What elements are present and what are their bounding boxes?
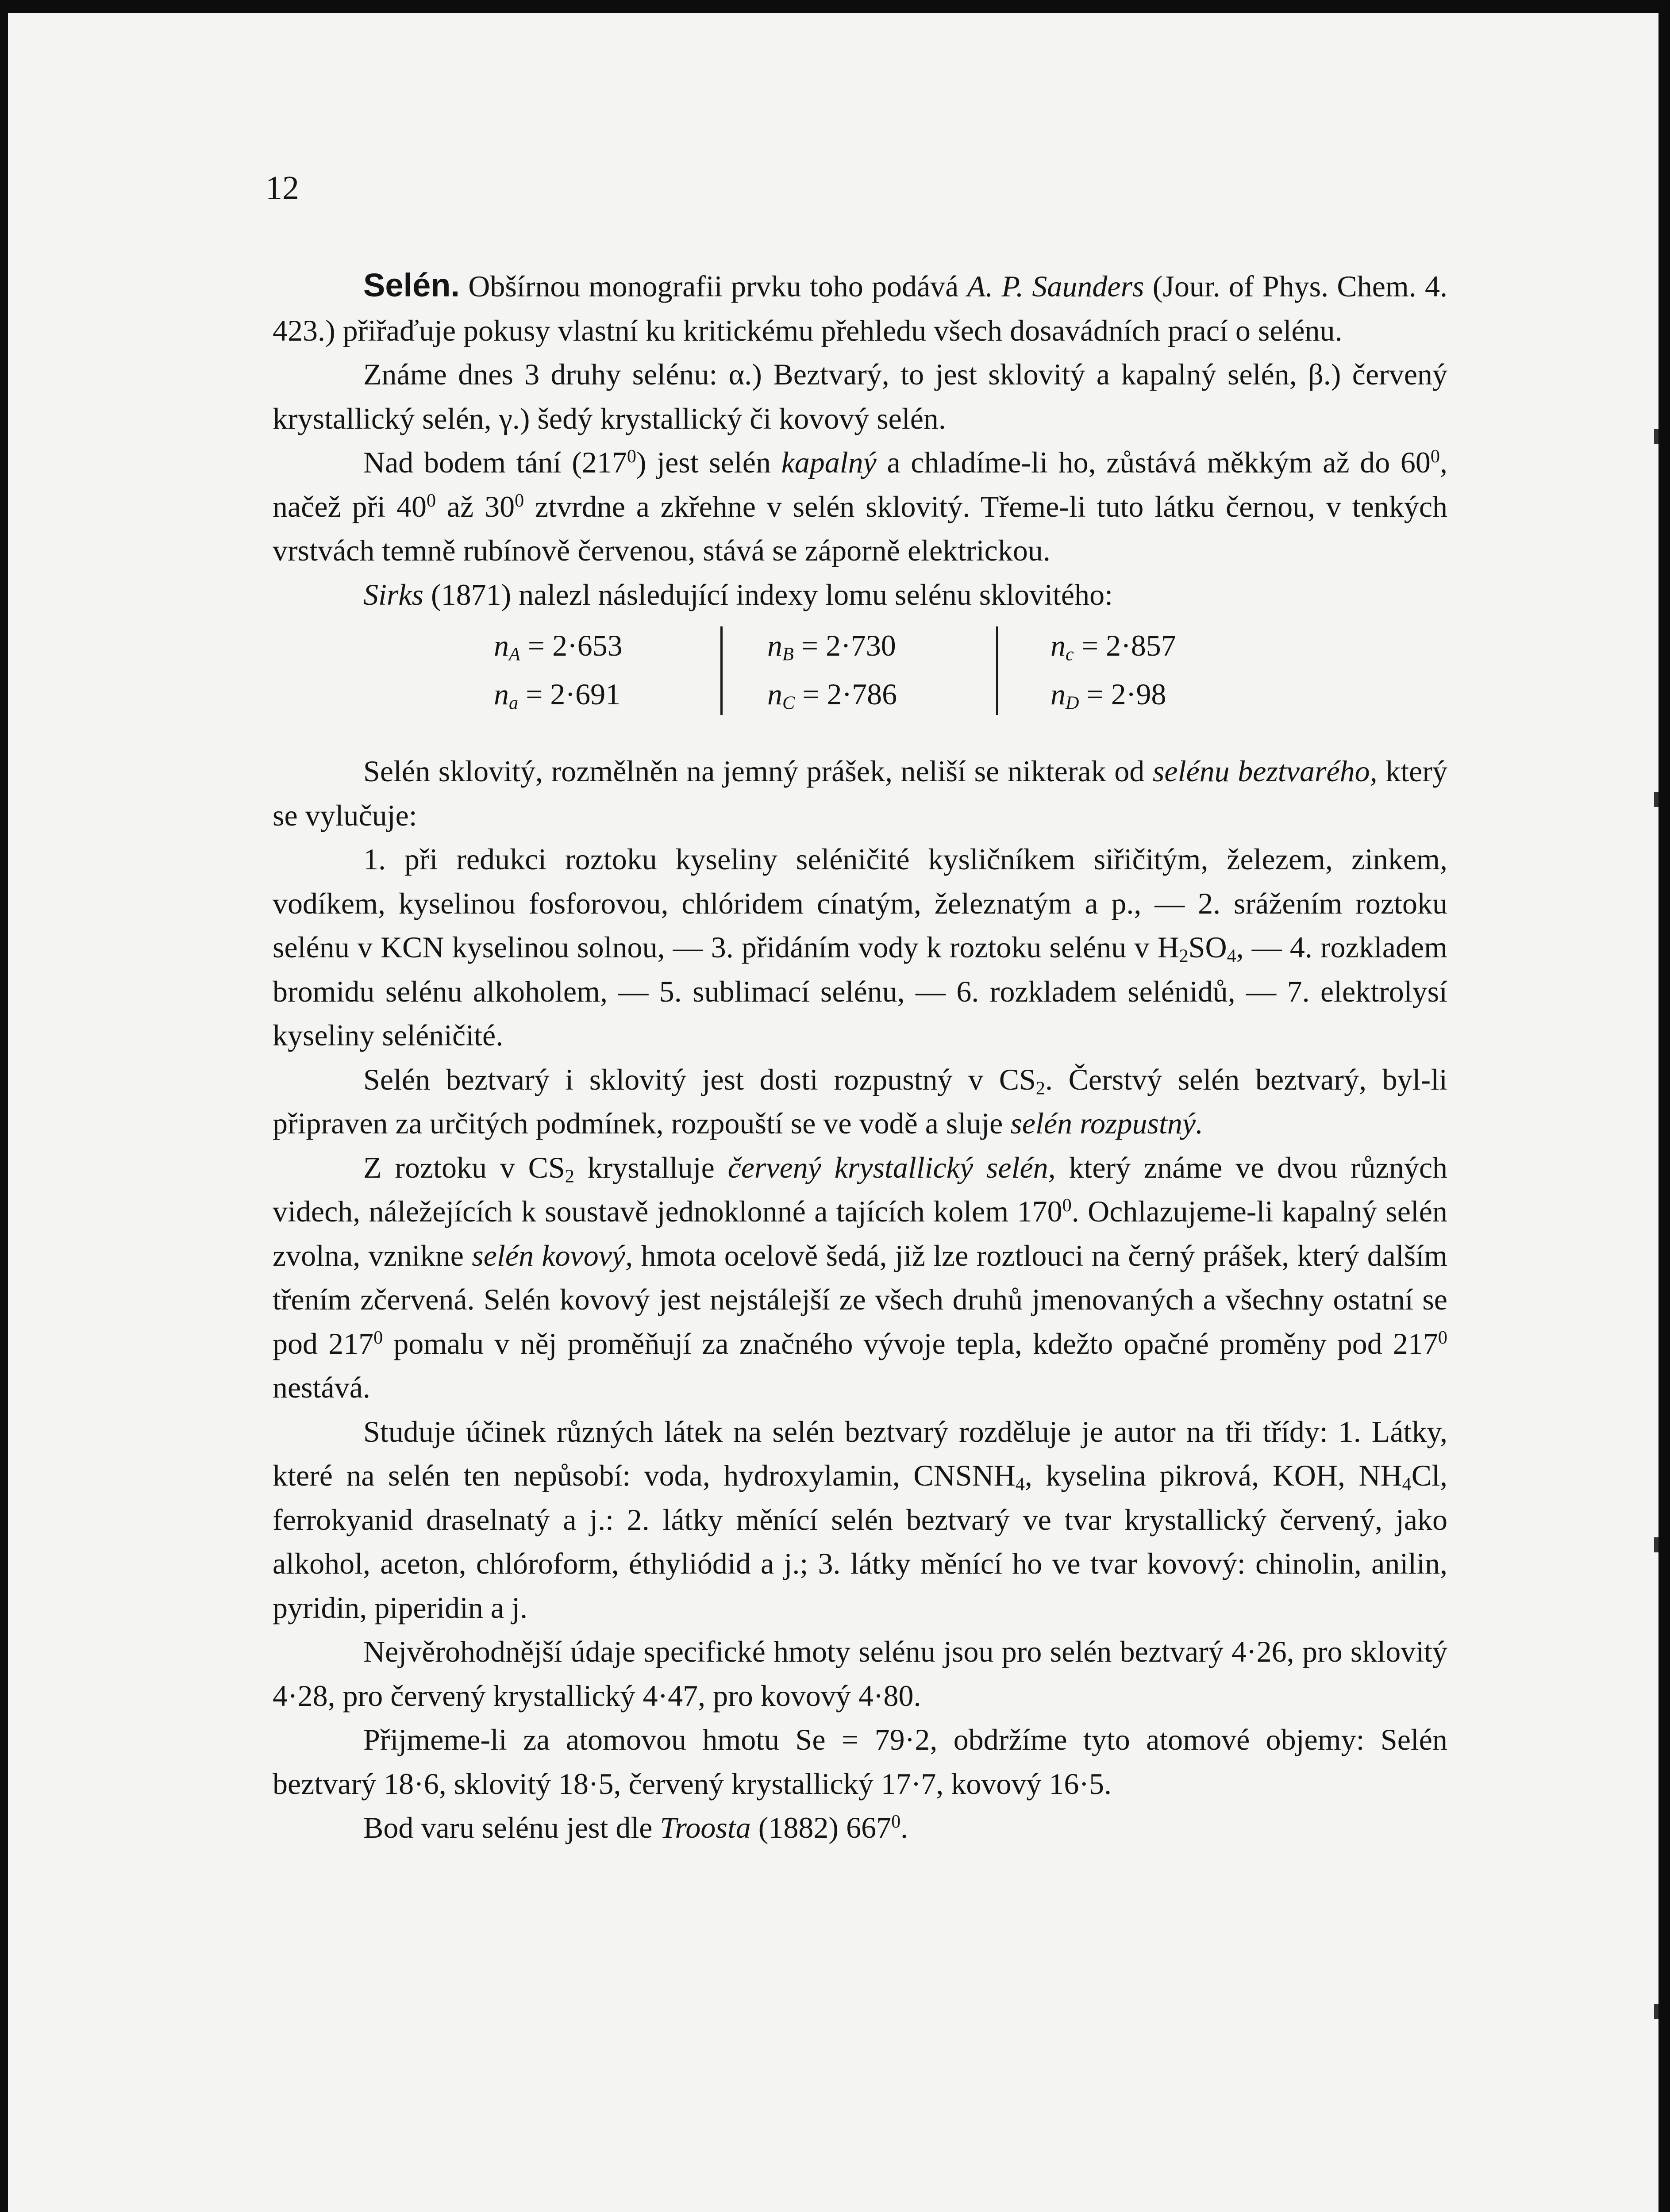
heading: Selén. (363, 267, 460, 303)
indices-column (1050, 621, 1272, 718)
paragraph-methods: 1. při redukci roztoku kyseliny seléničité kysličníkem siřičitým, železem, zinkem, vodíkem, kyselinou fosforovou, chlóridem cínatým, železnatým a p., — 2. srážením roztoku selénu v KCN kyselinou solnou, — 3. přidáním vody k roztoku selénu v $H_2SO_4$, — 4. rozkladem bromidu selénu alkoholem, — 5. sublimací selénu, — 6. rozkladem selénidů, — 7. elektrolysí kyseliny seléničité. (273, 842, 1447, 1052)
text-body (273, 263, 1447, 2210)
index-row: $n_B = 2\cdot 730$ (767, 629, 896, 665)
edge-shadow (1654, 1537, 1658, 1552)
author-name: Sirks (363, 577, 423, 611)
paragraph-types: Známe dnes 3 druhy selénu: α.) Beztvarý, to jest sklovitý a kapalný selén, β.) červený krystallický selén, γ.) šedý krystallický či kovový selén. (273, 357, 1447, 435)
paragraph-glassy: Selén sklovitý, rozmělněn na jemný prášek, neliší se nikterak od selénu beztvarého, který se vylučuje: (273, 754, 1447, 832)
paragraph-solubility: Selén beztvarý i sklovitý jest dosti rozpustný v $CS_2$. Čerstvý selén beztvarý, byl-li připraven za určitých podmínek, rozpouští se ve vodě a sluje selén rozpustný. (273, 1062, 1447, 1140)
paragraph-melting: Nad bodem tání $(217^0)$ jest selén kapalný a chladíme-li ho, zůstává měkkým až do $60^0$, načež při $40^0$ až $30^0$ ztvrdne a zkřehne v selén sklovitý. Třeme-li tuto látku černou, v tenkých vrstvách temně rubínově červenou, stává se záporně elektrickou. (273, 445, 1447, 567)
indices-column (494, 621, 715, 718)
column-divider (720, 626, 723, 715)
index-row: $n_a = 2\cdot 691$ (494, 677, 621, 714)
index-row: $n_D = 2\cdot 98$ (1050, 677, 1166, 714)
paragraph-intro: Selén. Obšírnou monografii prvku toho podává A. P. Saunders (Jour. of Phys. Chem. 4. 423.) přiřaďuje pokusy vlastní ku kritickému přehledu všech dosavádních prací o selénu. (273, 267, 1448, 347)
paragraph-boiling: Bod varu selénu jest dle Troosta (1882) $667^0$. (363, 1811, 908, 1844)
author-name: Troosta (660, 1811, 751, 1844)
paragraph-volumes: Přijmeme-li za atomovou hmotu Se = 79·2, obdržíme tyto atomové objemy: Selén beztvarý 18·6, sklovitý 18·5, červený krystallický 17·7, kovový 16·5. (273, 1723, 1447, 1801)
index-row: $n_C = 2\cdot 786$ (767, 677, 897, 714)
paragraph-effects: Studuje účinek různých látek na selén beztvarý rozděluje je autor na tři třídy: 1. Látky, které na selén ten nepůsobí: voda, hydroxylamin, $CNSNH_4$, kyselina pikrová, KOH, $NH_4Cl$, ferrokyanid draselnatý a j.: 2. látky měnící selén beztvarý ve tvar krystallický červený, jako alkohol, aceton, chlóroform, éthyliódid a j.; 3. látky měnící ho ve tvar kovový: chinolin, anilin, pyridin, piperidin a j. (273, 1414, 1447, 1624)
index-row: $n_c = 2\cdot 857$ (1050, 629, 1176, 665)
author-name: A. P. Saunders (967, 269, 1144, 303)
page-number: 12 (266, 169, 299, 207)
refraction-indices-table (273, 621, 1447, 718)
index-row: $n_A = 2\cdot 653$ (494, 629, 623, 665)
paragraph-density: Nejvěrohodnější údaje specifické hmoty selénu jsou pro selén beztvarý 4·26, pro sklovitý 4·28, pro červený krystallický 4·47, pro kovový 4·80. (273, 1635, 1447, 1713)
indices-column (767, 621, 989, 718)
edge-shadow (1654, 2004, 1658, 2019)
edge-shadow (1654, 429, 1658, 444)
page (8, 13, 1658, 2212)
paragraph-crystalline: Z roztoku v $CS_2$ krystalluje červený krystallický selén, který známe ve dvou různých videch, náležejících k soustavě jednoklonné a tajících kolem $170^0$. Ochlazujeme-li kapalný selén zvolna, vznikne selén kovový, hmota ocelově šedá, již lze roztlouci na černý prášek, který dalším třením zčervená. Selén kovový jest nejstálejší ze všech druhů jmenovaných a všechny ostatní se pod $217^0$ pomalu v něj proměňují za značného vývoje tepla, kdežto opačné proměny pod $217^0$ nestává. (273, 1150, 1448, 1404)
column-divider (996, 626, 998, 715)
edge-shadow (1654, 792, 1658, 807)
paragraph-sirks: Sirks (1871) nalezl následující indexy lomu selénu sklovitého: (363, 577, 1113, 611)
